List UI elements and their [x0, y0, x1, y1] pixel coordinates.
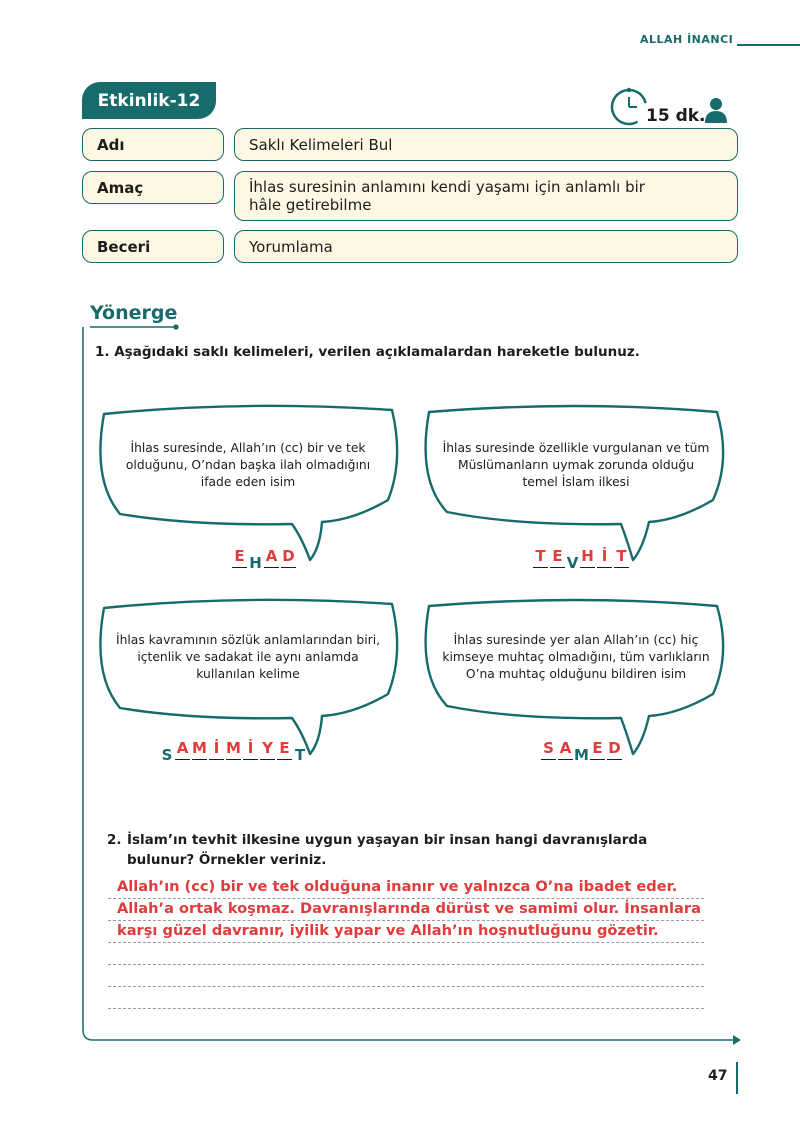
letter-given: S [161, 746, 173, 764]
hidden-word-1 [231, 548, 301, 570]
instructions-title: Yönerge [90, 302, 178, 324]
letter-slot: T [532, 548, 549, 568]
letter-slot: Y [259, 740, 276, 760]
name-value: Saklı Kelimeleri Bul [234, 128, 738, 161]
letter-slot: E [276, 740, 293, 760]
letter-slot: İ [242, 740, 259, 760]
letter-slot: M [225, 740, 242, 760]
bubble-3-text: İhlas kavramının sözlük anlamlarından biri, içtenlik ve sadakat ile aynı anlamda kullanılan kelime [115, 633, 381, 681]
letter-slot: D [606, 740, 623, 760]
letter-slot: E [549, 548, 566, 568]
letter-given: V [566, 554, 579, 572]
letter-given: H [249, 554, 262, 572]
activity-badge: Etkinlik-12 [82, 82, 216, 119]
skill-value: Yorumlama [234, 230, 738, 263]
letter-given: M [574, 746, 589, 764]
skill-label: Beceri [82, 230, 224, 263]
letter-slot: E [231, 548, 248, 568]
question-2 [107, 830, 707, 870]
letter-slot: A [557, 740, 574, 760]
hidden-word-2 [532, 548, 632, 570]
answer-line [108, 986, 704, 987]
answer-line [108, 942, 704, 943]
duration-text: 15 dk. [646, 106, 706, 126]
page-rule [736, 1062, 738, 1094]
letter-slot: A [263, 548, 280, 568]
letter-slot: S [540, 740, 557, 760]
letter-slot: T [613, 548, 630, 568]
question-1: 1. Aşağıdaki saklı kelimeleri, verilen açıklamalardan hareketle bulunuz. [95, 344, 640, 360]
name-label: Adı [82, 128, 224, 161]
hidden-word-4 [540, 740, 630, 762]
letter-slot: E [589, 740, 606, 760]
section-title: ALLAH İNANCI [640, 33, 734, 46]
answer-line [108, 964, 704, 965]
purpose-label: Amaç [82, 171, 224, 204]
letter-given: T [294, 746, 306, 764]
answer-line [108, 1008, 704, 1009]
letter-slot: H [579, 548, 596, 568]
letter-slot: A [174, 740, 191, 760]
answer-text: Allah’ın (cc) bir ve tek olduğuna inanır ve yalnızca O’na ibadet eder. Allah’a ortak koşmaz. Davranışlarında dürüst ve samimi olur. İnsanlara karşı güzel davranır, iyilik yapar ve Allah’ın hoşnutluğunu gözetir. [117, 878, 701, 939]
page-number: 47 [708, 1068, 728, 1084]
letter-slot: M [191, 740, 208, 760]
bubble-4-text: İhlas suresinde yer alan Allah’ın (cc) hiç kimseye muhtaç olmadığını, tüm varlıkların O’na muhtaç olduğunu bildiren isim [442, 633, 710, 681]
question-2-text: İslam’ın tevhit ilkesine uygun yaşayan bir insan hangi davranışlarda bulunur? Örnekler veriniz. [127, 832, 648, 868]
bubble-2-text: İhlas suresinde özellikle vurgulanan ve tüm Müslümanların uymak zorunda olduğu temel İslam ilkesi [442, 441, 710, 489]
bubble-1-text: İhlas suresinde, Allah’ın (cc) bir ve tek olduğunu, O’ndan başka ilah olmadığını ifade eden isim [125, 441, 371, 489]
purpose-value: İhlas suresinin anlamını kendi yaşamı için anlamlı bir hâle getirebilme [234, 171, 738, 221]
question-2-number: 2. [107, 832, 122, 848]
letter-slot: D [280, 548, 297, 568]
letter-slot: İ [596, 548, 613, 568]
hidden-word-3 [160, 740, 310, 762]
letter-slot: İ [208, 740, 225, 760]
